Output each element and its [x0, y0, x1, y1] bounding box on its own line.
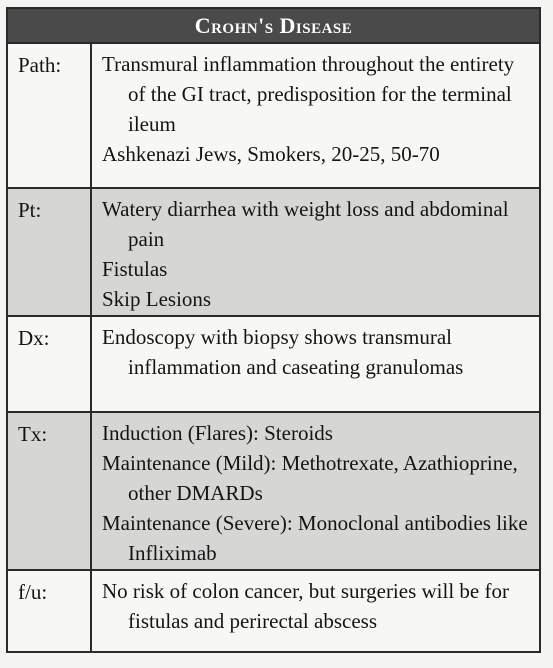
- row-presentation: [8, 189, 539, 317]
- row-label-fu: f/u:: [8, 571, 92, 653]
- row-content-path: [92, 44, 539, 187]
- card-title: Crohn's Disease: [8, 9, 539, 44]
- tx-entry-induction: Induction (Flares): Steroids: [102, 421, 333, 445]
- tx-entry-maintenance-mild: Maintenance (Mild): Methotrexate, Azathioprine, other DMARDs: [102, 451, 518, 505]
- row-follow-up: [8, 571, 539, 653]
- pt-entry-fistulas: Fistulas: [102, 257, 168, 281]
- fu-entry-colon-cancer: No risk of colon cancer, but surgeries will be for fistulas and perirectal abscess: [102, 579, 509, 633]
- dx-entry-endoscopy: Endoscopy with biopsy shows transmural inflammation and caseating granulomas: [102, 325, 464, 379]
- tx-entry-maintenance-severe: Maintenance (Severe): Monoclonal antibodies like Infliximab: [102, 511, 528, 565]
- row-content-fu: [92, 571, 539, 653]
- pt-entry-diarrhea: Watery diarrhea with weight loss and abdominal pain: [102, 197, 509, 251]
- row-label-pt: Pt:: [8, 189, 92, 315]
- path-entry-risk-groups: Ashkenazi Jews, Smokers, 20-25, 50-70: [102, 142, 440, 166]
- crohns-disease-card: [6, 7, 541, 653]
- row-path: [8, 44, 539, 189]
- row-content-dx: [92, 317, 539, 411]
- row-diagnosis: [8, 317, 539, 413]
- pt-entry-skip-lesions: Skip Lesions: [102, 287, 212, 311]
- row-content-tx: [92, 413, 539, 569]
- row-label-tx: Tx:: [8, 413, 92, 569]
- row-label-path: Path:: [8, 44, 92, 187]
- path-entry-pathology: Transmural inflammation throughout the entirety of the GI tract, predisposition for the terminal ileum: [102, 52, 515, 136]
- row-label-dx: Dx:: [8, 317, 92, 411]
- row-treatment: [8, 413, 539, 571]
- row-content-pt: [92, 189, 539, 315]
